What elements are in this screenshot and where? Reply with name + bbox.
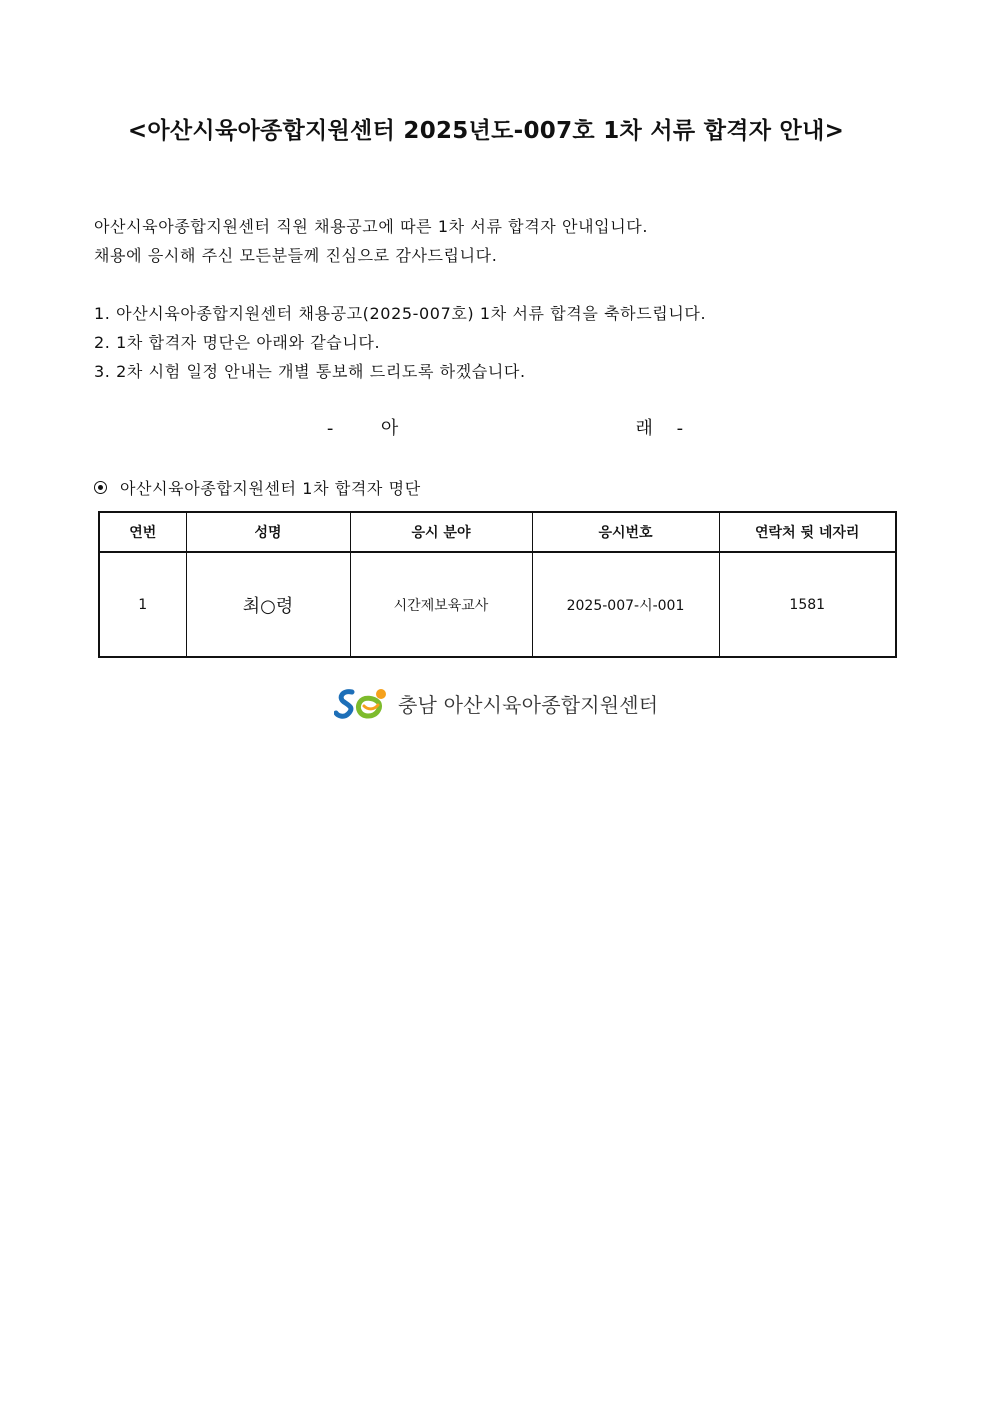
cell-name: 최○령 bbox=[186, 552, 350, 657]
radio-selected-icon bbox=[94, 481, 107, 494]
intro-paragraph bbox=[94, 212, 914, 270]
column-header-phone-last4: 연락처 뒷 네자리 bbox=[719, 512, 896, 552]
cell-phone-last4: 1581 bbox=[719, 552, 896, 657]
section-heading bbox=[94, 476, 421, 499]
point-item: 2. 1차 합격자 명단은 아래와 같습니다. bbox=[94, 333, 381, 352]
footer-logo bbox=[334, 686, 658, 720]
column-header-number: 연번 bbox=[99, 512, 186, 552]
column-header-name: 성명 bbox=[186, 512, 350, 552]
center-logo-icon bbox=[334, 686, 390, 720]
passers-table bbox=[98, 511, 897, 658]
notice-heading: - 아 래 - bbox=[326, 418, 684, 439]
cell-applicant-id: 2025-007-시-001 bbox=[532, 552, 719, 657]
table-header-row bbox=[99, 512, 896, 552]
org-name: 충남 아산시육아종합지원센터 bbox=[398, 692, 659, 717]
point-item: 1. 아산시육아종합지원센터 채용공고(2025-007호) 1차 서류 합격을 축하드립니다. bbox=[94, 304, 707, 323]
cell-number: 1 bbox=[99, 552, 186, 657]
page-title: <아산시육아종합지원센터 2025년도-007호 1차 서류 합격자 안내> bbox=[127, 118, 845, 144]
section-heading-label: 아산시육아종합지원센터 1차 합격자 명단 bbox=[120, 479, 421, 498]
column-header-field: 응시 분야 bbox=[350, 512, 532, 552]
column-header-applicant-id: 응시번호 bbox=[532, 512, 719, 552]
point-item: 3. 2차 시험 일정 안내는 개별 통보해 드리도록 하겠습니다. bbox=[94, 362, 526, 381]
cell-field: 시간제보육교사 bbox=[350, 552, 532, 657]
numbered-points bbox=[94, 299, 914, 386]
table-row bbox=[99, 552, 896, 657]
intro-line: 채용에 응시해 주신 모든분들께 진심으로 감사드립니다. bbox=[94, 246, 498, 265]
intro-line: 아산시육아종합지원센터 직원 채용공고에 따른 1차 서류 합격자 안내입니다. bbox=[94, 217, 649, 236]
